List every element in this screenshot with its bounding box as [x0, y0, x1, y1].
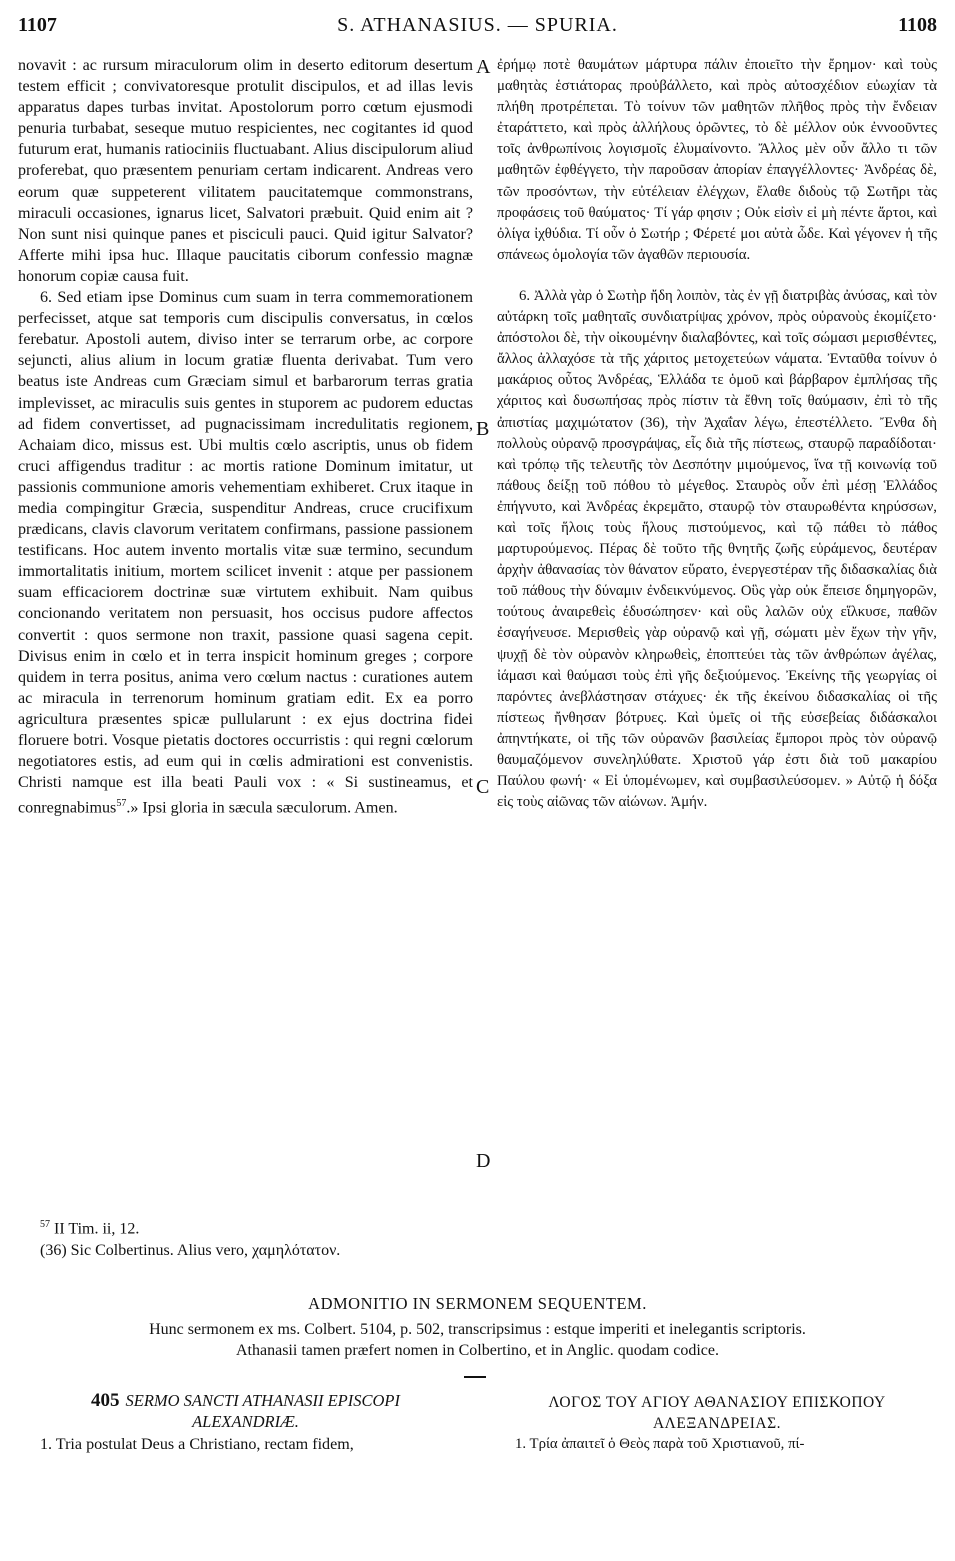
- latin-paragraph-2: [18, 287, 473, 819]
- latin-paragraph-2-end: .» Ipsi gloria in sæcula sæculorum. Amen.: [126, 799, 398, 817]
- admonitio-body: [18, 1319, 937, 1361]
- admonitio-line-2: Athanasii tamen præfert nomen in Colbertino, et in Anglic. quodam codice.: [236, 1342, 719, 1359]
- margin-mark-c: C: [476, 776, 490, 798]
- latin-sermon-title-1: SERMO SANCTI ATHANASII EPISCOPI: [125, 1391, 400, 1410]
- footnote-57-text: II Tim. ii, 12.: [50, 1220, 140, 1238]
- greek-sermon-title-2: ΑΛΕΞΑΝΔΡΕΙΑΣ.: [652, 1415, 782, 1432]
- margin-mark-b: B: [476, 418, 490, 440]
- footnote-57-mark: 57: [40, 1219, 50, 1230]
- running-header: [0, 14, 955, 42]
- footnote-57: [40, 1214, 139, 1240]
- running-title: S. ATHANASIUS. — SPURIA.: [337, 14, 618, 36]
- admonitio-line-1: Hunc sermonem ex ms. Colbert. 5104, p. 502, transcripsimus : estque imperiti et inelegantis scriptoris.: [149, 1321, 806, 1338]
- latin-column: [18, 55, 473, 819]
- footnote-ref-57: 57: [116, 798, 127, 810]
- latin-paragraph-2-text: 6. Sed etiam ipse Dominus cum suam in terra commemorationem perfecisset, atque sat temporis cum discipulis conversatus, in cœlos ferebatur. Apostoli autem, diviso inter se terrarum orbe, ac corpore sejuncti, alius alium in locum gratiæ fluenta derivabat. Tum vero beatus iste Andreas cum Græciam simul et barbarorum terras gratia implevisset, ac miraculis suis gentes in stuporem ac pudorem eductas ad fidem convertisset, ad pugnacissimam incredulitatis regionem, Achaiam dico, missus est. Ubi multis cœlo ascriptis, unus ob fidem cruci affigendus traditur : ac mortis ratione Dominum imitatur, ut passionis communione amoris vehementiam exhiberet. Crux itaque in media compingitur Græcia, suspenditur Andreas, cruce crucifixum prædicans, clavis clavorum veritatem confirmans, passione passionem testificans. Hoc autem invento mortalis vitæ suæ termino, secundum immortalitatis initium, mortem scilicet invenit : atque per passionem suam efficaciorem doctrinæ suæ virtutem exhibuit. Nam quibus concionando veritatem non persuasit, hos occisus pudore affectos convertit : quos sermone non traxit, passione quasi sagena cepit. Divisus enim in cœlo et in terra inspicit hominum greges ; corpore quidem in terra positus, anima vero cœlum nactus : curationes autem ac miracula in terrenorum hominum gratiam edit. Ex ea porro agricultura præsentes spicæ pullularunt : ex ejus doctrina fidei floruere botri. Vosque pietatis doctores occurristis : qui regni cœlorum negotiatores estis, ad eum qui in cœlis admirationi est convenistis. Christi namque est illa beati Pauli vox : « Si sustineamus, et conregnabimus: [18, 289, 473, 817]
- section-divider: [464, 1376, 486, 1378]
- latin-sermon-title: [18, 1390, 473, 1432]
- admonitio-title: ADMONITIO IN SERMONEM SEQUENTEM.: [308, 1294, 647, 1313]
- greek-paragraph-2: 6. Ἀλλὰ γὰρ ὁ Σωτὴρ ἤδη λοιπὸν, τὰς ἐν γῇ διατριβὰς ἀνύσας, καὶ τὸν αὐτάρκη τοῖς μαθηταῖς συνδιατρίψας χρόνον, πρὸς οὐρανοὺς ἐκομίζετο· ἀπόστολοι δὲ, τὴν οἰκουμένην διαλαβόντες, καὶ τοῖς σώμασι μερισθέντες, ἄλλος ἀλλαχόσε τὰ τῆς χάριτος μετοχετεύων νάματα. Ἐνταῦθα τοίνυν ὁ μακάριος οὗτος Ἀνδρέας, Ἑλλάδα τε ὁμοῦ καὶ βάρβαρον ἐμπλήσας τῆς χάριτος καὶ δυσωπήσας πρὸς πίστιν τὰ ἔθνη τοῖς θαύμασιν, ἐπὶ τὸ τῆς ἀπιστίας μαχιμώτατον (36), τὴν Ἀχαΐαν λέγω, ἐπεστέλλετο. Ἔνθα δὴ πολλοὺς οὐρανῷ προσγράψας, εἷς διὰ τῆς πίστεως, σταυρῷ παραδίδοται· καὶ τρόπῳ τῆς τελευτῆς τὸν Δεσπότην μιμούμενος, ἵνα τῇ κοινωνίᾳ τοῦ πάθους δείξῃ τοῦ πόθου τὸ μέγεθος. Σταυρὸς οὖν ἐπὶ μέσῃ Ἑλλάδος ἐπήγνυτο, καὶ Ἀνδρέας ἐκρεμᾶτο, σταυρῷ τὸν σταυρωθέντα κηρύσσων, καὶ τοῖς ἥλοις τοὺς ἥλους πιστούμενος, καὶ τῷ πάθει τὸ πάθος μαρτυρούμενος. Πέρας δὲ τοῦτο τῆς θνητῆς ζωῆς εὑράμενος, δευτέραν ἀρχὴν ἀθανασίας τὸν θάνατον εὕρατο, ἐνεργεστέραν τῆς διδασκαλίας διὰ τοῦ πάθους τὴν δύναμιν ἐνδεικνύμενος. Οὓς γὰρ οὐκ ἔπεισε δημηγορῶν, τούτους ἀναιρεθεὶς ἐδυσώπησεν· καὶ οὓς λαλῶν οὐχ εἵλκυσε, παθῶν ἐσαγήνευσε. Μερισθεὶς γὰρ οὐρανῷ καὶ γῇ, σώματι μὲν ἔχων τὴν γῆν, ψυχῇ δὲ τὸν οὐρανὸν κληρωθεὶς, ἐποπτεύει τὰς τῶν ἀνθρώπων ἀγέλας, ἰάμασι καὶ θαύμασι τοὺς ἐπὶ γῆς δεξιούμενος. Ἐκείνης τῆς γεωργίας οἱ παρόντες ἀνεβλάστησαν στάχυες· ἐκ τῆς ἐκείνου διδασκαλίας οἱ τῆς πίστεως ἤνθησαν βότρυες. Καὶ ὑμεῖς οἱ τῆς εὐσεβείας διδάσκαλοι ἀπηντήκατε, οἱ τῆς τῶν οὐρανῶν βασιλείας ἔμποροι πρὸς τὸν οὐρανῷ θαυμαζόμενον συνεληλύθατε. Χριστοῦ γάρ ἐστι διὰ τοῦ μακαρίου Παύλου φωνή· « Εἰ ὑπομένωμεν, καὶ συμβασιλεύσομεν. » Αὐτῷ ἡ δόξα εἰς τοὺς αἰῶνας τῶν αἰώνων. Ἀμήν.: [497, 287, 937, 811]
- margin-mark-d: D: [476, 1150, 491, 1172]
- page-number-right: 1108: [898, 14, 937, 36]
- latin-paragraph-1: novavit : ac rursum miraculorum olim in deserto editorum desertum testem efficit ; convivatoresque protulit discipulos, et ad illas levis apparatus dapes turbas invitat. Apostolorum porro cœtum ejusmodi penuria turbabat, seseque mutuo respicientes, nec cogitantes id quod futurum erat, humanis ratiociniis fluctuabant. Alius discipulorum aliud proferebat, quo præsentem penuriam certam indicarent. Andreas vero eorum quæ suppeterent vilitatem paucitatemque commonstrans, miraculi occasiones, ignarus licet, Salvatori præbuit. Quid enim ait ? Non sunt nisi quinque panes et pisciculi pauci. Quid igitur Salvator? Afferte mihi ipsa huc. Illaque paucitatis ciborum confessio magnæ honorum copiæ causa fuit.: [18, 57, 473, 285]
- greek-paragraph-1: ἐρήμῳ ποτὲ θαυμάτων μάρτυρα πάλιν ἐποιεῖτο τὴν ἔρημον· καὶ τοὺς μαθητὰς ἑστιάτορας προὐβάλλετο, καὶ πρὸς αὐτοσχέδιον εὐωχίαν τὰ πλήθη προτρέπεται. Τὸ τοίνυν τῶν μαθητῶν πλῆθος πρὸς τὴν ἔνδειαν ἐταράττετο, καὶ πρὸς ἀλλήλους ὁρῶντες, τὸ δὲ μέλλον οὐκ ἐννοοῦντες τοῖς ἀνθρωπίνοις λογισμοῖς ἐλυμαίνοντο. Ἄλλος μὲν οὖν ἄλλο τι τῶν μαθητῶν ἐφθέγγετο, τὴν παροῦσαν ἀπορίαν ἐπαγγέλλοντες· Ἀνδρέας δὲ, τῶν προσόντων, τὴν εὐτέλειαν ἐλέγχων, ἔλαθε διδοὺς τῷ Σωτῆρι τὰς προφάσεις τοῦ θαύματος· Τί γάρ φησιν ; Οὐκ εἰσὶν εἰ μὴ πέντε ἄρτοι, καὶ ὀλίγα ἰχθύδια. Τί οὖν ὁ Σωτήρ ; Φέρετέ μοι αὐτὰ ὧδε. Καὶ γέγονεν ἡ τῆς σπάνεως ὁμολογία τῶν ἀγαθῶν περιουσία.: [497, 57, 937, 263]
- page-number-left: 1107: [18, 14, 57, 36]
- latin-sermon-title-2: ALEXANDRIÆ.: [192, 1412, 299, 1431]
- greek-sermon-title: [497, 1392, 937, 1434]
- greek-column: [497, 55, 937, 813]
- latin-first-line: 1. Tria postulat Deus a Christiano, rectam fidem,: [40, 1436, 354, 1453]
- greek-sermon-title-1: ΛΟΓΟΣ ΤΟΥ ΑΓΙΟΥ ΑΘΑΝΑΣΙΟΥ ΕΠΙΣΚΟΠΟΥ: [548, 1394, 886, 1411]
- sermon-number: 405: [90, 1390, 120, 1411]
- footnote-36: (36) Sic Colbertinus. Alius vero, χαμηλότατον.: [40, 1242, 341, 1259]
- margin-mark-a: A: [476, 56, 491, 78]
- greek-first-line: 1. Τρία ἀπαιτεῖ ὁ Θεὸς παρὰ τοῦ Χριστιανοῦ, πί-: [515, 1436, 805, 1452]
